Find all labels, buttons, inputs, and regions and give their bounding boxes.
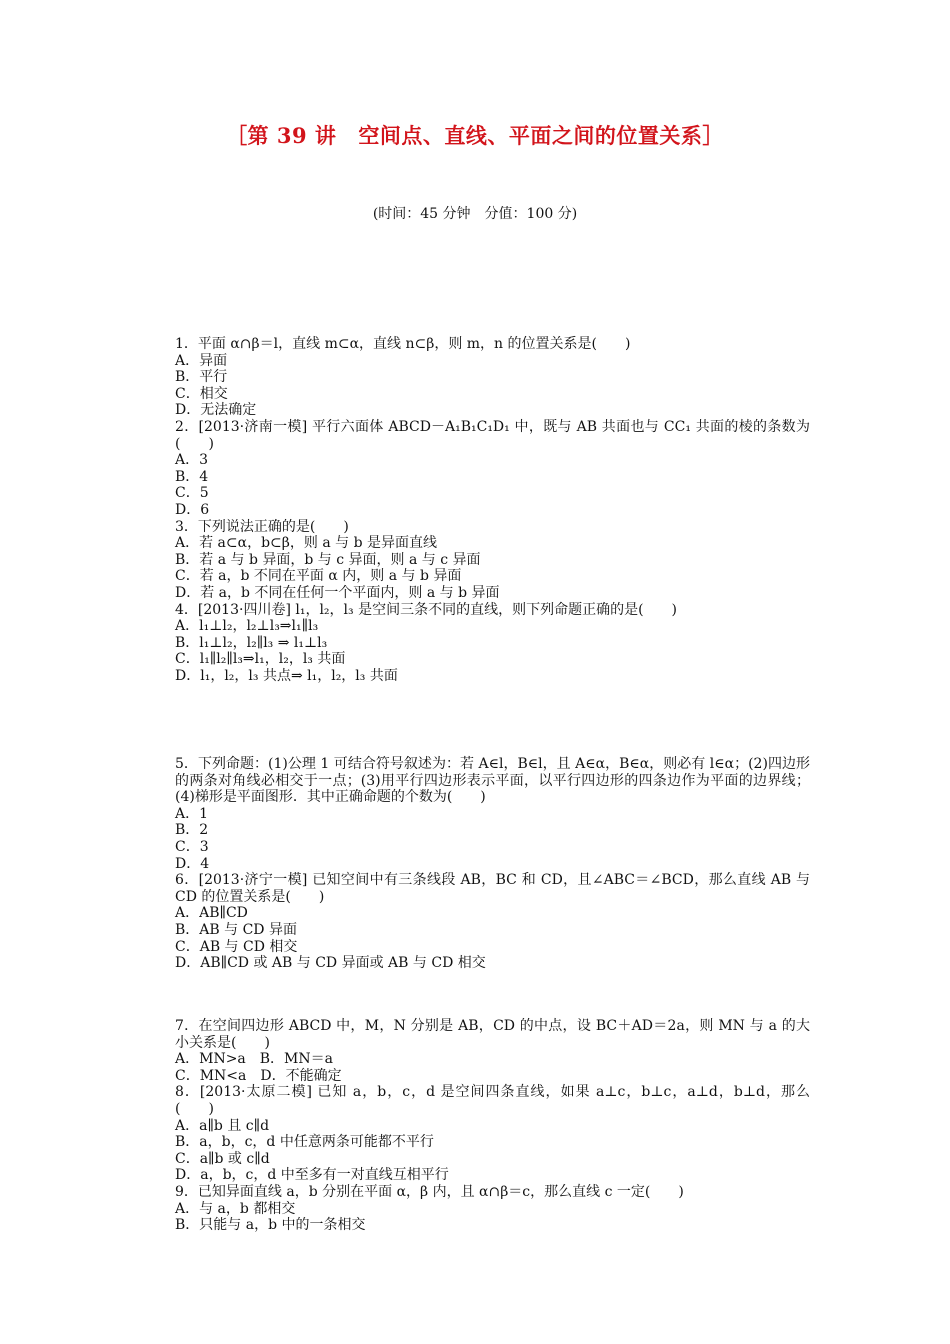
question-text: 6．[2013·济宁一模] 已知空间中有三条线段 AB，BC 和 CD，且∠ABC＝∠BCD，那么直线 AB 与 CD 的位置关系是( ) [175,872,810,905]
question-text: 3．下列说法正确的是( ) [175,518,349,535]
question-text: 4．[2013·四川卷] l₁，l₂，l₃ 是空间三条不同的直线，则下列命题正确的是( ) [175,601,678,618]
answer-option: A．与 a，b 都相交 [175,1200,296,1217]
question-block-1 [145,336,810,684]
title-topic: 空间点、直线、平面之间的位置关系］ [358,123,724,148]
answer-option: C．AB 与 CD 相交 [175,938,298,955]
answer-option: D．无法确定 [175,402,257,419]
answer-option: B．a，b，c，d 中任意两条可能都不平行 [175,1134,434,1151]
answer-option: D．6 [175,501,210,518]
answer-option: A．若 a⊂α，b⊂β，则 a 与 b 是异面直线 [175,535,437,552]
answer-option: A．MN>a B．MN＝a [175,1051,333,1068]
answer-option: A．异面 [175,352,228,369]
answer-option: B．l₁⊥l₂，l₂∥l₃ ⇒ l₁⊥l₃ [175,634,328,651]
question-text: 1．平面 α∩β＝l，直线 m⊂α，直线 n⊂β，则 m，n 的位置关系是( ) [175,336,631,352]
page-title [0,120,950,150]
answer-option: C．l₁∥l₂∥l₃⇒l₁，l₂，l₃ 共面 [175,651,346,668]
question-text: 5．下列命题：(1)公理 1 可结合符号叙述为：若 A∈l，B∈l，且 A∈α，B∈α，则必有 l∈α；(2)四边形的两条对角线必相交于一点；(3)用平行四边形表示平面，以平行四边形的四条边作为平面的边界线；(4)梯形是平面图形．其中正确命题的个数为( ) [175,756,810,806]
answer-option: B．平行 [175,369,228,386]
answer-option: A．a∥b 且 c∥d [175,1117,270,1134]
question-text: 7．在空间四边形 ABCD 中，M，N 分别是 AB，CD 的中点，设 BC＋AD＝2a，则 MN 与 a 的大小关系是( ) [175,1018,810,1051]
question-block-3 [145,1018,810,1234]
question-block-2 [145,756,810,972]
answer-option: D．AB∥CD 或 AB 与 CD 异面或 AB 与 CD 相交 [175,955,486,972]
answer-option: D．若 a，b 不同在任何一个平面内，则 a 与 b 异面 [175,584,500,601]
answer-option: D．l₁，l₂，l₃ 共点⇒ l₁，l₂，l₃ 共面 [175,667,398,684]
answer-option: B．4 [175,468,209,485]
answer-option: B．2 [175,822,209,839]
question-text: 8．[2013·太原二模] 已知 a，b，c，d 是空间四条直线，如果 a⊥c，b⊥c，a⊥d，b⊥d，那么( ) [175,1084,810,1117]
answer-option: A．3 [175,452,209,469]
question-text: 9．已知异面直线 a，b 分别在平面 α，β 内，且 α∩β＝c，那么直线 c 一定( ) [175,1183,684,1200]
answer-option: C．a∥b 或 c∥d [175,1150,270,1167]
exam-info: (时间：45 分钟 分值：100 分) [372,206,578,222]
answer-option: A．AB∥CD [175,905,248,922]
answer-option: D．4 [175,855,210,872]
answer-option: C．5 [175,485,209,502]
answer-option: A．l₁⊥l₂，l₂⊥l₃⇒l₁∥l₃ [175,618,319,635]
answer-option: C．若 a，b 不同在平面 α 内，则 a 与 b 异面 [175,568,462,585]
question-text: 2．[2013·济南一模] 平行六面体 ABCD－A₁B₁C₁D₁ 中，既与 AB 共面也与 CC₁ 共面的棱的条数为( ) [175,418,810,452]
answer-option: D．a，b，c，d 中至多有一对直线互相平行 [175,1167,449,1184]
answer-option: B．只能与 a，b 中的一条相交 [175,1217,366,1234]
answer-option: C．MN<a D．不能确定 [175,1067,342,1084]
answer-option: B．若 a 与 b 异面，b 与 c 异面，则 a 与 c 异面 [175,551,481,568]
answer-option: A．1 [175,805,209,822]
title-lecture-number: ［第 39 讲 [226,123,337,148]
answer-option: C．相交 [175,385,228,402]
answer-option: C．3 [175,838,209,855]
answer-option: B．AB 与 CD 异面 [175,921,297,938]
